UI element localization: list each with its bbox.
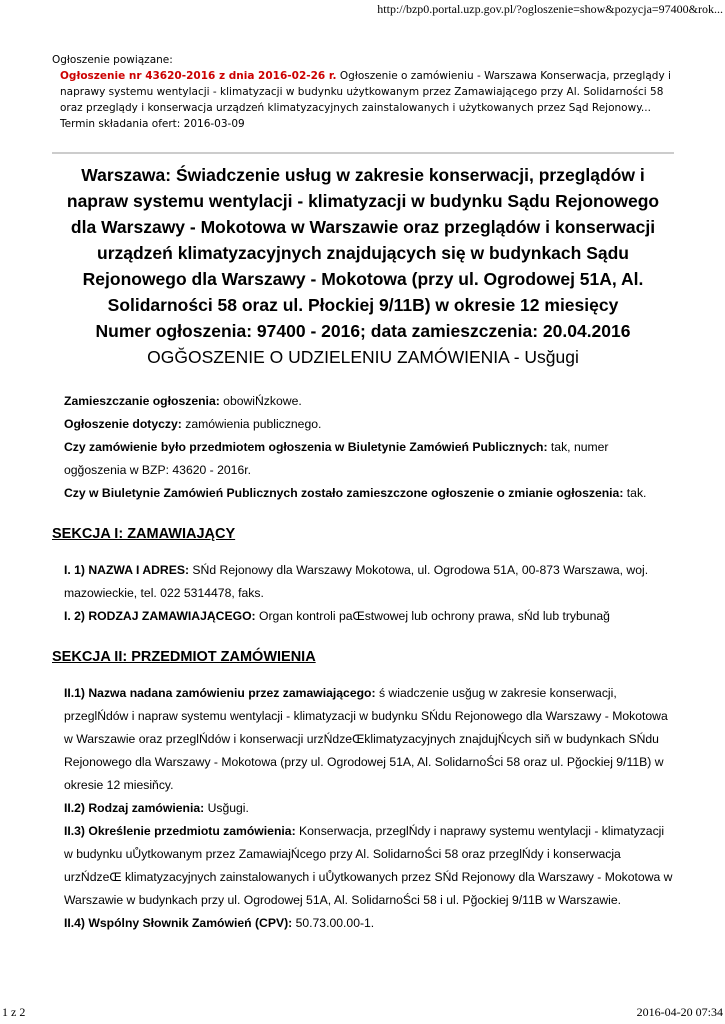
notice-kind: OGĞOSZENIE O UDZIELENIU ZAMÓWIENIA - Usğugi (147, 347, 579, 367)
notice-title-block (52, 162, 674, 370)
related-body (52, 68, 682, 132)
section2-cpv-value: 50.73.00.00-1. (292, 916, 375, 930)
section2-kind (64, 797, 674, 820)
print-footer-page: 1 z 2 (2, 1005, 26, 1019)
separator-line (52, 152, 674, 154)
section1-type (64, 605, 674, 628)
notice-title: Warszawa: Świadczenie usług w zakresie konserwacji, przeglądów i napraw systemu wentylacji - klimatyzacji w budynku Sądu Rejonowego dla Warszawy - Mokotowa w Warszawie oraz przeglądów i konserwacji urządzeń klimatyzacyjnych znajdujących się w budynkach Sądu Rejonowego dla Warszawy - Mokotowa (przy ul. Ogrodowej 51A, Al. Solidarności 58 oraz ul. Płockiej 9/11B) w okresie 12 miesięcy (66, 165, 660, 315)
info-bzp (64, 436, 674, 482)
section1-heading: SEKCJA I: ZAMAWIAJĄCY (52, 526, 236, 542)
info-bzp-value: tak, numer ogğoszenia w BZP: 43620 - 2016r. (64, 440, 609, 477)
section2-name (64, 682, 674, 797)
print-footer-datetime: 2016-04-20 07:34 (636, 1005, 723, 1019)
section1-name-value: SŃd Rejonowy dla Warszawy Mokotowa, ul. Ogrodowa 51A, 00-873 Warszawa, woj. mazowieckie, tel. 022 5314478, faks. (64, 563, 649, 600)
related-notice-link[interactable]: Ogłoszenie nr 43620-2016 z dnia 2016-02-26 r. (60, 70, 337, 82)
section2-name-label: II.1) Nazwa nadana zamówieniu przez zamawiającego: (64, 686, 376, 700)
info-placement (64, 390, 674, 413)
section2-cpv-label: II.4) Wspólny Słownik Zamówień (CPV): (64, 916, 293, 930)
section2-cpv (64, 912, 674, 935)
section1-name (64, 559, 674, 605)
related-deadline: Termin składania ofert: 2016-03-09 (60, 118, 245, 130)
related-heading: Ogłoszenie powiązane: (52, 54, 173, 66)
related-text: Ogłoszenie o zamówieniu - Warszawa Konserwacja, przeglądy i naprawy systemu wentylacji - klimatyzacji w budynku użytkowanym przez Zamawiającego przy Al. Solidarności 58 oraz przeglądy i konserwacja urządzeń klimatyzacyjnych zainstalowanych i użytkowanych przez Sąd Rejonowy... (60, 70, 671, 114)
section2-name-value: ś wiadczenie usğug w zakresie konserwacji, przeglŃdów i napraw systemu wentylacji - klimatyzacji w budynku SŃdu Rejonowego dla Warszawy - Mokotowa w Warszawie oraz przeglŃdów i konserwacji urzŃdzeŒklimatyzacyjnych znajdujŃcych siň w budynkach SŃdu Rejonowego dla Warszawy - Mokotowa (przy ul. Ogrodowej 51A, Al. SolidarnoŚci 58 oraz ul. Pğockiej 9/11B) w okresie 12 miesiňcy. (64, 686, 668, 792)
section2-desc (64, 820, 674, 912)
info-change-value: tak. (623, 486, 647, 500)
info-placement-label: Zamieszczanie ogłoszenia: (64, 394, 220, 408)
info-placement-value: obowiŃzkowe. (219, 394, 302, 408)
section1-name-label: I. 1) NAZWA I ADRES: (64, 563, 190, 577)
info-concerns-label: Ogłoszenie dotyczy: (64, 417, 182, 431)
info-bzp-label: Czy zamówienie było przedmiotem ogłoszenia w Biuletynie Zamówień Publicznych: (64, 440, 548, 454)
info-concerns (64, 413, 674, 436)
section2-heading: SEKCJA II: PRZEDMIOT ZAMÓWIENIA (52, 649, 316, 665)
print-header-url: http://bzp0.portal.uzp.gov.pl/?ogloszenie=show&pozycja=97400&rok... (377, 2, 723, 16)
section2-kind-label: II.2) Rodzaj zamówienia: (64, 801, 205, 815)
notice-number: Numer ogłoszenia: 97400 - 2016; data zamieszczenia: 20.04.2016 (95, 321, 631, 341)
section2-desc-label: II.3) Określenie przedmiotu zamówienia: (64, 824, 296, 838)
section1-type-label: I. 2) RODZAJ ZAMAWIAJĄCEGO: (64, 609, 256, 623)
section1-type-value: Organ kontroli paŒstwowej lub ochrony prawa, sŃd lub trybunağ (255, 609, 610, 623)
info-change-label: Czy w Biuletynie Zamówień Publicznych zostało zamieszczone ogłoszenie o zmianie ogłoszenia: (64, 486, 624, 500)
section2-kind-value: Usğugi. (204, 801, 249, 815)
notice-content (52, 390, 674, 935)
related-notice (52, 52, 682, 132)
section2-desc-value: Konserwacja, przeglŃdy i naprawy systemu wentylacji - klimatyzacji w budynku uŮytkowanym przez ZamawiajŃcego przy Al. SolidarnoŚci 58 oraz przeglŃdy i konserwacja urzŃdzeŒ klimatyzacyjnych zainstalowanych i uŮytkowanych przez SŃd Rejonowy dla Warszawy - Mokotowa w Warszawie w budynkach przy ul. Ogrodowej 51A, Al. SolidarnoŚci 58 i ul. Pğockiej 9/11B w Warszawie. (64, 824, 673, 907)
info-concerns-value: zamówienia publicznego. (181, 417, 322, 431)
info-change (64, 482, 674, 505)
